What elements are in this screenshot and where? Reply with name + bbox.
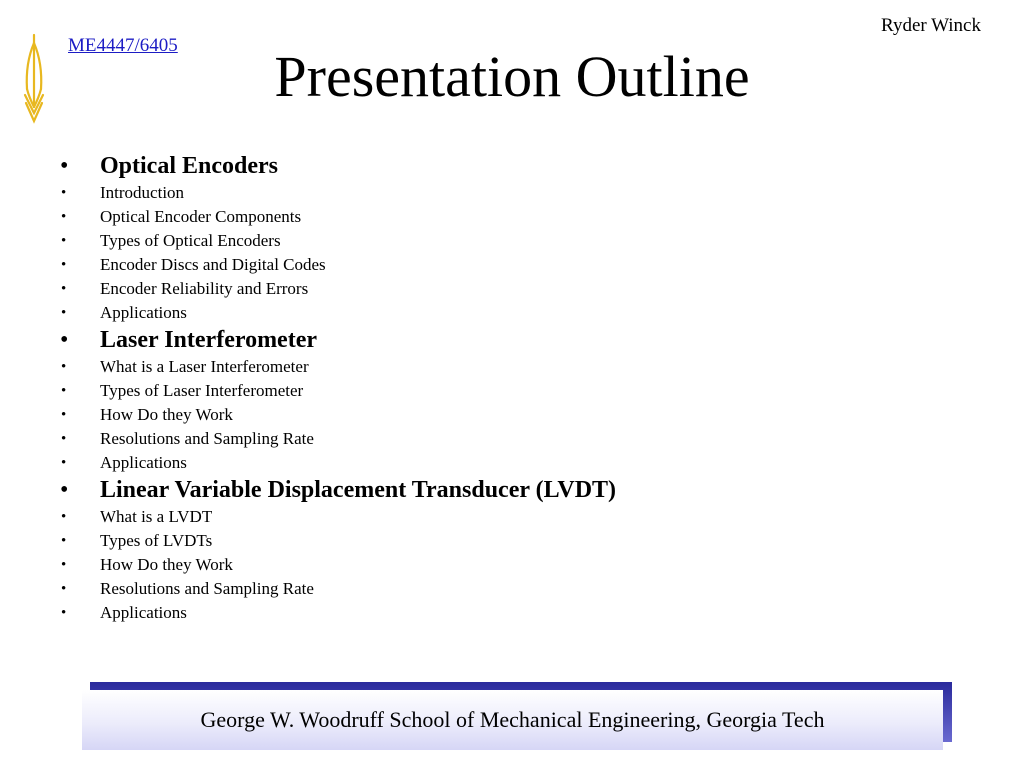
- bullet-icon: •: [61, 533, 67, 549]
- outline-item-text: Types of Laser Interferometer: [100, 381, 304, 400]
- outline-subitem: [58, 451, 616, 475]
- outline-item-text: Resolutions and Sampling Rate: [100, 579, 314, 598]
- outline-item-text: How Do they Work: [100, 555, 233, 574]
- outline-item-text: Types of LVDTs: [100, 531, 213, 550]
- outline-item-text: Applications: [100, 453, 187, 472]
- bullet-icon: •: [61, 257, 67, 273]
- outline-section-heading: [58, 475, 616, 505]
- bullet-icon: •: [61, 305, 67, 321]
- outline-subitem: [58, 553, 616, 577]
- outline-item-text: Laser Interferometer: [100, 327, 318, 353]
- bullet-icon: •: [61, 209, 67, 225]
- outline-item-text: Encoder Discs and Digital Codes: [100, 255, 326, 274]
- outline-subitem: [58, 181, 616, 205]
- outline-subitem: [58, 301, 616, 325]
- bullet-icon: •: [61, 407, 67, 423]
- outline-item-text: What is a LVDT: [100, 507, 213, 526]
- outline-section-heading: [58, 325, 616, 355]
- outline-subitem: [58, 355, 616, 379]
- outline-item-text: Types of Optical Encoders: [100, 231, 281, 250]
- bullet-icon: •: [61, 359, 67, 375]
- course-code-link[interactable]: ME4447/6405: [68, 35, 178, 56]
- outline-subitem: [58, 229, 616, 253]
- bullet-icon: •: [61, 185, 67, 201]
- bullet-icon: •: [60, 153, 69, 179]
- outline-item-text: How Do they Work: [100, 405, 233, 424]
- bullet-icon: •: [61, 509, 67, 525]
- outline-subitem: [58, 427, 616, 451]
- footer-text: George W. Woodruff School of Mechanical Engineering, Georgia Tech: [200, 707, 825, 732]
- bullet-icon: •: [61, 557, 67, 573]
- bullet-icon: •: [61, 581, 67, 597]
- author-name: Ryder Winck: [881, 15, 981, 36]
- outline-item-text: What is a Laser Interferometer: [100, 357, 309, 376]
- bullet-icon: •: [60, 477, 69, 503]
- footer-banner: [82, 690, 943, 750]
- outline-subitem: [58, 403, 616, 427]
- outline-item-text: Resolutions and Sampling Rate: [100, 429, 314, 448]
- bullet-icon: •: [61, 605, 67, 621]
- bullet-icon: •: [61, 281, 67, 297]
- bullet-icon: •: [61, 431, 67, 447]
- outline-item-text: Applications: [100, 603, 187, 622]
- outline-item-text: Applications: [100, 303, 187, 322]
- outline-subitem: [58, 505, 616, 529]
- outline-item-text: Encoder Reliability and Errors: [100, 279, 309, 298]
- outline-item-text: Introduction: [100, 183, 185, 202]
- outline-subitem: [58, 277, 616, 301]
- bullet-icon: •: [60, 327, 69, 353]
- outline-section-heading: [58, 151, 616, 181]
- bullet-icon: •: [61, 455, 67, 471]
- bullet-icon: •: [61, 383, 67, 399]
- outline-subitem: [58, 529, 616, 553]
- outline-subitem: [58, 577, 616, 601]
- slide-title: Presentation Outline: [274, 44, 750, 109]
- outline-subitem: [58, 205, 616, 229]
- outline-item-text: Optical Encoders: [100, 153, 278, 179]
- outline-item-text: Optical Encoder Components: [100, 207, 302, 226]
- outline-subitem: [58, 601, 616, 625]
- bullet-icon: •: [61, 233, 67, 249]
- outline-item-text: Linear Variable Displacement Transducer (LVDT): [100, 477, 617, 503]
- outline-subitem: [58, 379, 616, 403]
- outline-subitem: [58, 253, 616, 277]
- outline-list: [58, 151, 616, 625]
